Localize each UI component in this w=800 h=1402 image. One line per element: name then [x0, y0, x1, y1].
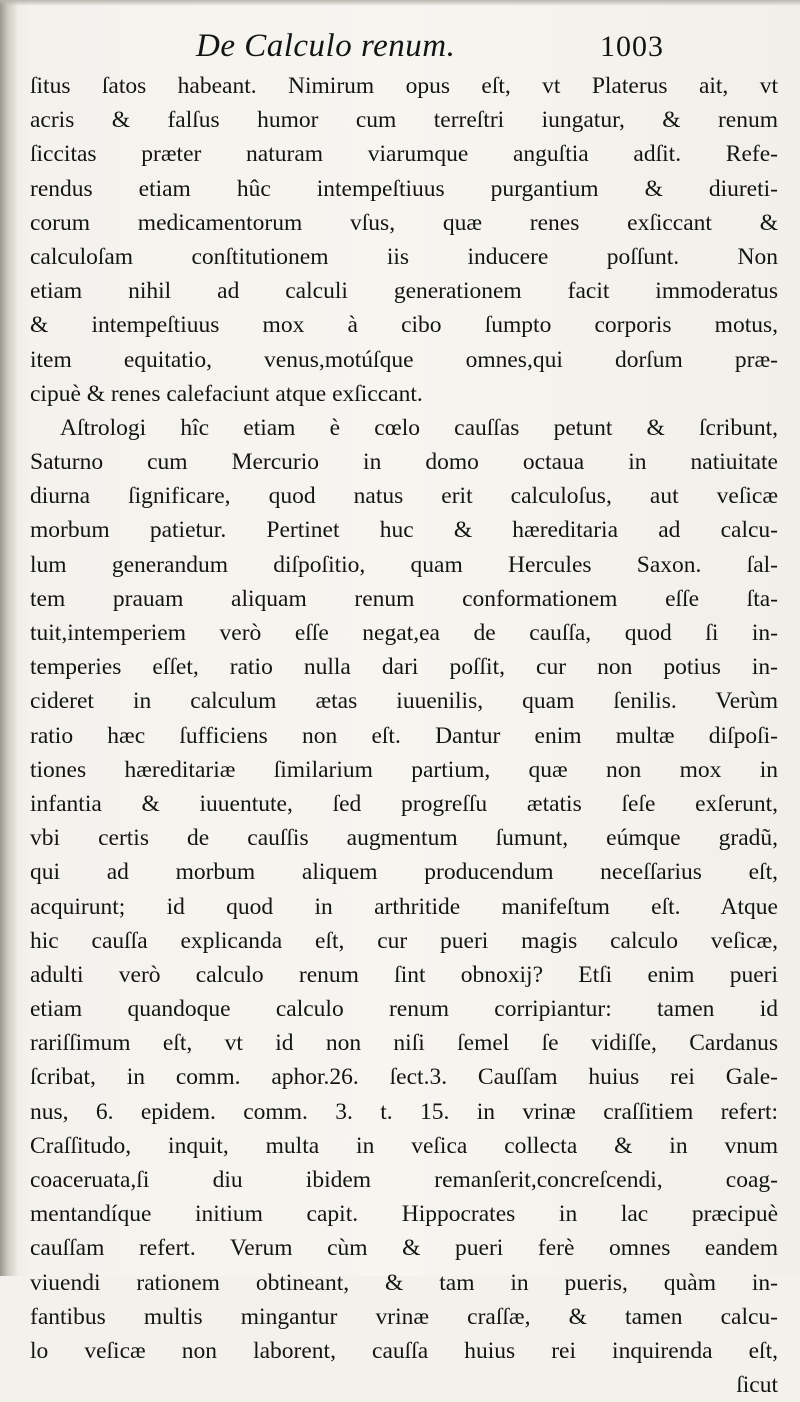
- text-line: rendus etiam hûc intempeſtiuus purgantium & diureti-: [30, 175, 778, 202]
- page-header: [0, 28, 800, 72]
- page-number: 1003: [600, 30, 664, 63]
- text-line: corum medicamentorum vſus, quæ renes exſiccant &: [30, 209, 778, 236]
- text-line: item equitatio, venus,motúſque omnes,qui dorſum præ-: [30, 346, 778, 373]
- text-line: calculoſam conſtitutionem iis inducere poſſunt. Non: [30, 243, 778, 270]
- body-text: [30, 69, 778, 1402]
- text-line: lum generandum diſpoſitio, quam Hercules Saxon. ſal-: [30, 551, 778, 578]
- text-line: mentandíque initium capit. Hippocrates in lac præcipuè: [30, 1201, 778, 1228]
- text-line: etiam nihil ad calculi generationem facit immoderatus: [30, 278, 778, 305]
- text-line: morbum patietur. Pertinet huc & hæreditaria ad calcu-: [30, 517, 778, 544]
- text-line: hic cauſſa explicanda eſt, cur pueri magis calculo veſicæ,: [30, 927, 778, 954]
- text-line: etiam quandoque calculo renum corripiantur: tamen id: [30, 996, 778, 1023]
- text-line: diurna ſignificare, quod natus erit calculoſus, aut veſicæ: [30, 483, 778, 510]
- text-line: nus, 6. epidem. comm. 3. t. 15. in vrinæ craſſitiem refert:: [30, 1098, 778, 1125]
- text-line: vbi certis de cauſſis augmentum ſumunt, eúmque gradũ,: [30, 825, 778, 852]
- top-edge-shadow: [0, 0, 800, 6]
- text-line: tem prauam aliquam renum conformationem eſſe ſta-: [30, 585, 778, 612]
- text-line: coaceruata,ſi diu ibidem remanſerit,concreſcendi, coag-: [30, 1167, 778, 1193]
- text-line: acquirunt; id quod in arthritide manifeſtum eſt. Atque: [30, 893, 778, 920]
- text-line: cipuè & renes calefaciunt atque exſiccant.: [30, 380, 423, 407]
- text-line: ſiccitas præter naturam viarumque anguſtia adſit. Refe-: [30, 141, 778, 168]
- text-line: ratio hæc ſufficiens non eſt. Dantur enim multæ diſpoſi-: [30, 722, 778, 749]
- text-line: rariſſimum eſt, vt id non niſi ſemel ſe vidiſſe, Cardanus: [30, 1030, 778, 1057]
- text-line: viuendi rationem obtineant, & tam in pueris, quàm in-: [30, 1269, 778, 1296]
- text-line: Saturno cum Mercurio in domo octaua in natiuitate: [30, 449, 778, 476]
- text-line: & intempeſtiuus mox à cibo ſumpto corporis motus,: [30, 312, 778, 339]
- running-head: De Calculo renum.: [196, 28, 456, 64]
- text-line: lo veſicæ non laborent, cauſſa huius rei inquirenda eſt,: [30, 1337, 778, 1364]
- text-line: tuit,intemperiem verò eſſe negat,ea de cauſſa, quod ſi in-: [30, 620, 778, 646]
- text-line: cideret in calculum ætas iuuenilis, quam ſenilis. Verùm: [30, 688, 778, 715]
- catchword: ſicut: [736, 1372, 778, 1399]
- text-line: ſitus ſatos habeant. Nimirum opus eſt, vt Platerus ait, vt: [30, 73, 778, 99]
- text-line: ſcribat, in comm. aphor.26. ſect.3. Cauſſam huius rei Gale-: [30, 1064, 778, 1091]
- text-line: acris & falſus humor cum terreſtri iungatur, & renum: [30, 107, 778, 134]
- text-line: Craſſitudo, inquit, multa in veſica collecta & in vnum: [30, 1132, 778, 1159]
- text-line: Aſtrologi hîc etiam è cœlo cauſſas petunt & ſcribunt,: [60, 414, 778, 441]
- text-line: tiones hæreditariæ ſimilarium partium, quæ non mox in: [30, 756, 778, 783]
- text-line: qui ad morbum aliquem producendum neceſſarius eſt,: [30, 859, 778, 886]
- text-line: infantia & iuuentute, ſed progreſſu ætatis ſeſe exſerunt,: [30, 790, 778, 817]
- text-line: fantibus multis mingantur vrinæ craſſæ, & tamen calcu-: [30, 1303, 778, 1330]
- text-line: temperies eſſet, ratio nulla dari poſſit, cur non potius in-: [30, 654, 778, 681]
- text-line: cauſſam refert. Verum cùm & pueri ferè omnes eandem: [30, 1235, 778, 1262]
- binding-shadow: [0, 0, 18, 1276]
- text-line: adulti verò calculo renum ſint obnoxij? Etſi enim pueri: [30, 961, 778, 988]
